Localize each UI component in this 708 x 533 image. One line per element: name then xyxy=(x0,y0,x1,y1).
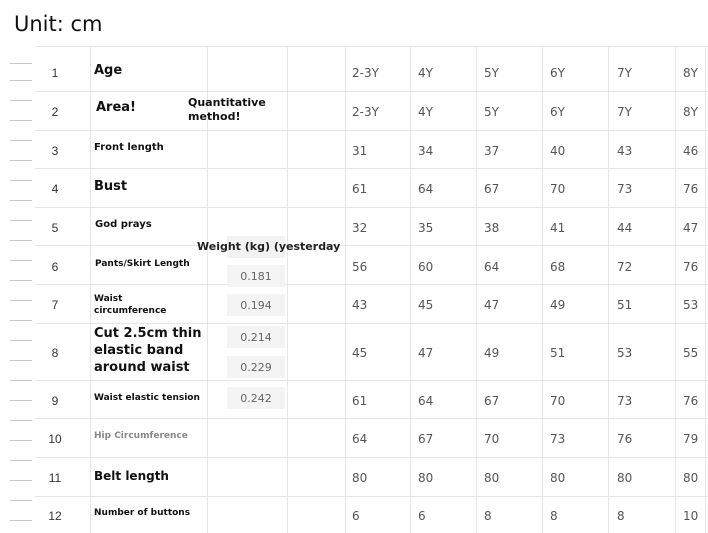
size-value: 41 xyxy=(550,221,566,235)
table-row xyxy=(0,46,708,91)
size-value: 8Y xyxy=(683,66,698,80)
size-value: 43 xyxy=(352,298,368,312)
row-number: 9 xyxy=(51,394,59,408)
row-label: Bust xyxy=(94,179,128,194)
size-value: 51 xyxy=(617,298,633,312)
size-value: 56 xyxy=(352,260,368,274)
size-value: 32 xyxy=(352,221,368,235)
size-value: 80 xyxy=(352,471,368,485)
table-row xyxy=(0,207,708,245)
size-value: 64 xyxy=(484,260,500,274)
size-value: 35 xyxy=(418,221,434,235)
size-value: 6Y xyxy=(550,105,565,119)
row-number: 11 xyxy=(48,471,62,485)
table-row xyxy=(0,418,708,457)
size-value: 80 xyxy=(683,471,699,485)
row-number: 8 xyxy=(51,346,59,360)
size-value: 64 xyxy=(418,394,434,408)
size-value: 68 xyxy=(550,260,566,274)
size-value: 10 xyxy=(683,509,699,523)
weight-value: 0.194 xyxy=(240,299,272,312)
size-value: 5Y xyxy=(484,66,499,80)
size-value: 47 xyxy=(418,346,434,360)
row-number: 1 xyxy=(51,66,59,80)
size-value: 76 xyxy=(683,260,699,274)
row-label: Area! xyxy=(96,100,136,115)
size-value: 8Y xyxy=(683,105,698,119)
size-value: 67 xyxy=(418,432,434,446)
row-label: Pants/Skirt Length xyxy=(95,259,190,269)
row-number: 6 xyxy=(51,260,59,274)
size-value: 80 xyxy=(418,471,434,485)
row-label: Belt length xyxy=(94,469,169,483)
size-value: 2-3Y xyxy=(352,105,379,119)
row-label: Age xyxy=(94,63,123,78)
size-value: 64 xyxy=(352,432,368,446)
row-number: 2 xyxy=(51,105,59,119)
size-value: 70 xyxy=(484,432,500,446)
size-value: 37 xyxy=(484,144,500,158)
size-value: 53 xyxy=(683,298,699,312)
size-value: 61 xyxy=(352,182,368,196)
row-label: Waist elastic tension xyxy=(94,393,200,403)
size-value: 53 xyxy=(617,346,633,360)
weight-value: 0.214 xyxy=(240,331,272,344)
row-label: Number of buttons xyxy=(94,508,191,518)
row-number: 4 xyxy=(51,182,59,196)
size-value: 2-3Y xyxy=(352,66,379,80)
row-label: Cut 2.5cm thin elastic band around waist xyxy=(94,326,202,375)
size-value: 44 xyxy=(617,221,633,235)
size-value: 61 xyxy=(352,394,368,408)
size-value: 4Y xyxy=(418,105,433,119)
weight-value: 0.181 xyxy=(240,270,272,283)
size-value: 60 xyxy=(418,260,434,274)
size-value: 6Y xyxy=(550,66,565,80)
row-number: 7 xyxy=(51,298,59,312)
size-value: 67 xyxy=(484,182,500,196)
table-row xyxy=(0,91,708,130)
table-row xyxy=(0,323,708,380)
size-value: 73 xyxy=(550,432,566,446)
size-value: 46 xyxy=(683,144,699,158)
size-value: 4Y xyxy=(418,66,433,80)
size-value: 34 xyxy=(418,144,434,158)
size-value: 79 xyxy=(683,432,699,446)
size-value: 31 xyxy=(352,144,368,158)
table-row xyxy=(0,245,708,284)
size-value: 51 xyxy=(550,346,566,360)
size-value: 70 xyxy=(550,394,566,408)
size-value: 38 xyxy=(484,221,500,235)
size-value: 47 xyxy=(484,298,500,312)
table-row xyxy=(0,130,708,168)
size-value: 80 xyxy=(484,471,500,485)
table-row xyxy=(0,284,708,323)
table-row xyxy=(0,380,708,418)
size-value: 7Y xyxy=(617,66,632,80)
row-label: Hip Circumference xyxy=(94,431,188,441)
size-value: 76 xyxy=(683,182,699,196)
size-value: 8 xyxy=(550,509,558,523)
size-value: 72 xyxy=(617,260,633,274)
size-value: 45 xyxy=(418,298,434,312)
size-value: 43 xyxy=(617,144,633,158)
size-value: 47 xyxy=(683,221,699,235)
row-label: God prays xyxy=(95,219,152,230)
size-value: 76 xyxy=(683,394,699,408)
size-value: 70 xyxy=(550,182,566,196)
size-value: 49 xyxy=(550,298,566,312)
weight-value: 0.229 xyxy=(240,361,272,374)
size-value: 55 xyxy=(683,346,699,360)
size-value: 49 xyxy=(484,346,500,360)
size-value: 8 xyxy=(617,509,625,523)
unit-title: Unit: cm xyxy=(14,12,103,36)
size-value: 73 xyxy=(617,394,633,408)
table-row xyxy=(0,168,708,207)
size-value: 5Y xyxy=(484,105,499,119)
quantitative-method-note: Quantitative method! xyxy=(188,96,266,123)
row-label: Waist circumference xyxy=(94,294,167,316)
row-label: Front length xyxy=(94,142,164,153)
size-value: 45 xyxy=(352,346,368,360)
size-value: 80 xyxy=(550,471,566,485)
size-value: 6 xyxy=(352,509,360,523)
size-value: 73 xyxy=(617,182,633,196)
weight-header: Weight (kg) (yesterday xyxy=(197,240,341,253)
table-row xyxy=(0,496,708,533)
table-row xyxy=(0,457,708,496)
size-value: 80 xyxy=(617,471,633,485)
row-number: 3 xyxy=(51,144,59,158)
size-value: 64 xyxy=(418,182,434,196)
size-value: 67 xyxy=(484,394,500,408)
size-value: 7Y xyxy=(617,105,632,119)
size-value: 6 xyxy=(418,509,426,523)
size-value: 40 xyxy=(550,144,566,158)
row-number: 10 xyxy=(48,432,62,446)
size-value: 8 xyxy=(484,509,492,523)
weight-value: 0.242 xyxy=(240,392,272,405)
row-number: 5 xyxy=(51,221,59,235)
row-number: 12 xyxy=(48,509,62,523)
size-value: 76 xyxy=(617,432,633,446)
